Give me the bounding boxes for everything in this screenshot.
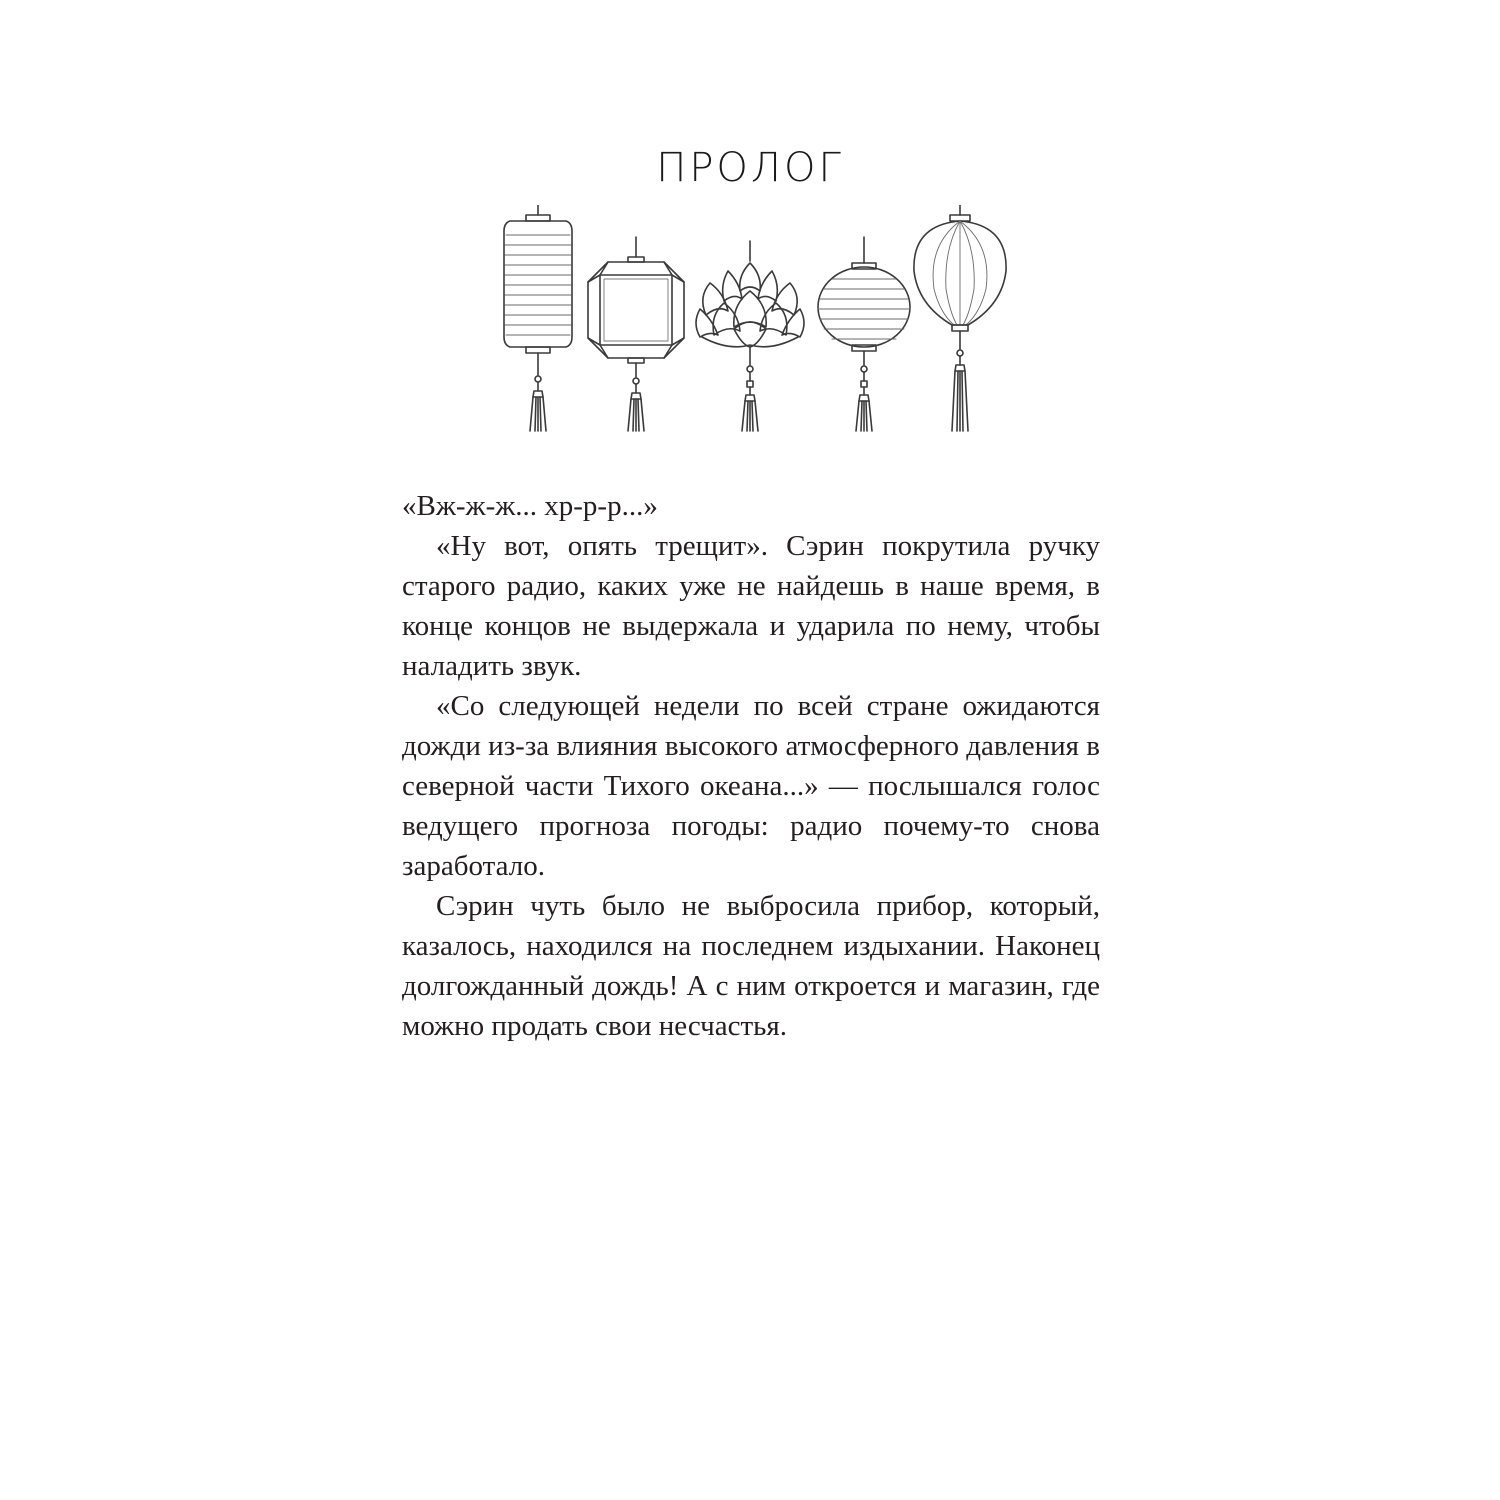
prologue-text bbox=[402, 486, 1100, 1046]
paragraph-1: «Вж-ж-ж... хр-р-р...» bbox=[402, 490, 658, 522]
lanterns-illustration bbox=[488, 205, 1018, 440]
round-lantern-icon bbox=[818, 237, 910, 431]
paragraph-4: Сэрин чуть было не выбросила прибор, который, казалось, находился на последнем издыхании. Наконец долгожданный дождь! А с ним откроется и магазин, где можно продать свои несчастья. bbox=[402, 890, 1100, 1042]
paragraph-2: «Ну вот, опять трещит». Сэрин покрутила ручку старого радио, каких уже не найдешь в наше время, в конце концов не выдержала и ударила по нему, чтобы наладить звук. bbox=[402, 530, 1100, 682]
geometric-lantern-icon bbox=[588, 237, 684, 431]
cylinder-lantern-icon bbox=[504, 205, 572, 431]
paragraph-3: «Со следующей недели по всей стране ожидаются дожди из-за влияния высокого атмосферного давления в северной части Тихого океана...» — послышался голос ведущего прогноза погоды: радио почему-то снова заработало. bbox=[402, 690, 1100, 882]
chapter-title: ПРОЛОГ bbox=[656, 145, 844, 191]
teardrop-lantern-icon bbox=[914, 205, 1006, 431]
lotus-lantern-icon bbox=[696, 241, 804, 431]
